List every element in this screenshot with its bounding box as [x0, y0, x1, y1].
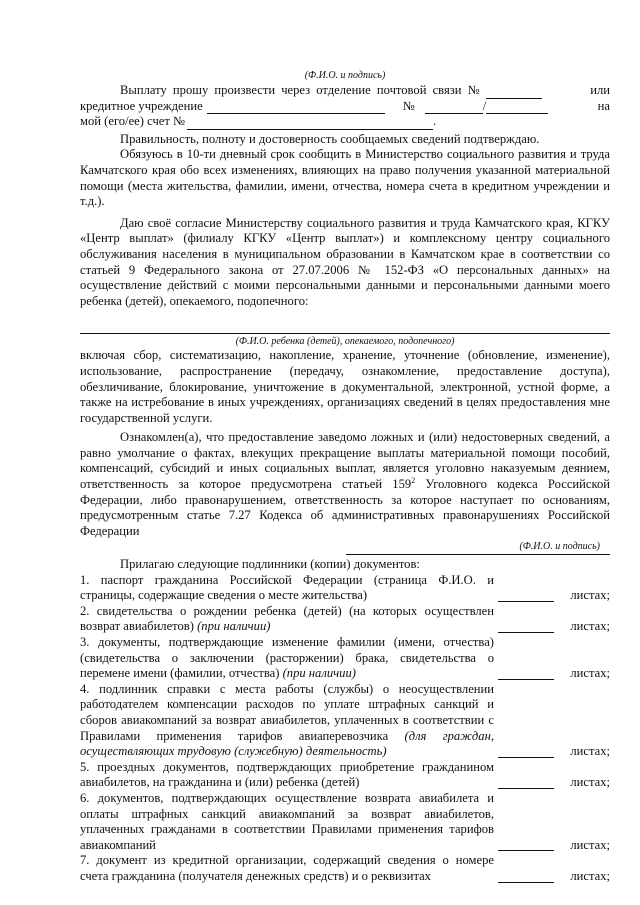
document-row-3 — [80, 635, 610, 682]
document-text: 5. проездных документов, подтверждающих приобретение гражданином авиабилетов, на гражданина и (или) ребенка (детей) — [80, 759, 494, 790]
document-row-2 — [80, 604, 610, 635]
document-text: 1. паспорт гражданина Российской Федерации (страница Ф.И.О. и страницы, содержащие сведения о месте жительства) — [80, 572, 494, 603]
sheets-unit: листах; — [570, 744, 610, 759]
sheets-count-field[interactable] — [498, 667, 554, 680]
payment-line3-dot: . — [433, 114, 437, 129]
document-note: (при наличии) — [282, 666, 356, 681]
sheets-unit: листах; — [570, 588, 610, 603]
sheets-unit: листах; — [570, 775, 610, 790]
payment-line1-text: Выплату прошу произвести через отделение почтовой связи № — [120, 83, 480, 97]
document-text: 4. подлинник справки с места работы (службы) о неосуществлении работодателем компенсации расходов по уплате штрафных санкций и сборов авиакомпаний за возврат авиабилетов, уплаченных в соответствии с Правилами применения тарифов авиаперевозчика (для граждан, осуществляющих трудовую (служебную) деятельность) — [80, 681, 494, 759]
post-office-number-field[interactable] — [486, 86, 542, 99]
including-paragraph: включая сбор, систематизацию, накопление, хранение, уточнение (обновление, изменение), использование, распространение (передачу, ознакомление, предоставление доступа), обезличивание, блокирование, уничтожение в документальной, электронной, устной форме, а также на истребование в иных учреждениях, организациях сведений в целях предоставления мне государственной услуги. — [80, 348, 610, 425]
payment-line2-text: кредитное учреждение — [80, 98, 203, 113]
correctness-paragraph: Правильность, полноту и достоверность сообщаемых сведений подтверждаю. — [120, 131, 540, 146]
header-caption: (Ф.И.О. и подпись) — [304, 70, 386, 81]
document-row-4 — [80, 682, 610, 760]
informed-text-b: Уголовного кодекса Российской Федерации, либо правонарушением, ответственность за которое наступает по основаниям, предусмотренным статье 7.27 Кодекса об административных правонарушениях Российской Федерации — [80, 477, 610, 538]
credit-institution-field[interactable] — [207, 101, 385, 114]
document-text: 6. документов, подтверждающих осуществление возврата авиабилета и оплаты штрафных санкций авиакомпаний за возврат авиабилетов, уплаченных гражданами в соответствии Правилами применения тарифов авиакомпаний — [80, 790, 494, 852]
informed-paragraph — [80, 430, 610, 539]
document-row-6 — [80, 791, 610, 853]
sheets-count-field[interactable] — [498, 870, 554, 883]
sheets-unit: листах; — [570, 619, 610, 634]
sheets-unit: листах; — [570, 837, 610, 852]
documents-list — [80, 573, 610, 885]
consent-paragraph: Даю своё согласие Министерству социального развития и труда Камчатского края, КГКУ «Центр выплат» (филиалу КГКУ «Центр выплат») и комплексному центру социального обслуживания населения в муниципальном образовании в Камчатском крае в соответствии со статьей 9 Федерального закона от 27.07.2006 № 152-ФЗ «О персональных данных» на осуществление действий с моими персональными данными и персональными данными моего ребенка (детей), опекаемого, подопечного: — [80, 215, 610, 308]
article-superscript: 2 — [411, 475, 416, 485]
document-row-1 — [80, 573, 610, 604]
document-text: 2. свидетельства о рождении ребенка (детей) (на которых осуществлен возврат авиабилетов) (при наличии) — [80, 603, 494, 634]
attach-intro: Прилагаю следующие подлинники (копии) документов: — [120, 557, 420, 572]
signature-field[interactable] — [346, 538, 610, 555]
document-text: 3. документы, подтверждающие изменение фамилии (имени, отчества) (свидетельства о заключении (расторжении) брака, свидетельства о перемене имени (фамилии, отчества) (при наличии) — [80, 635, 494, 681]
payment-block — [80, 83, 610, 130]
payment-line2-slash: / — [482, 98, 487, 113]
sheets-count-field[interactable] — [498, 838, 554, 851]
document-row-7 — [80, 853, 610, 884]
sheets-count-field[interactable] — [498, 620, 554, 633]
document-text: 7. документ из кредитной организации, содержащий сведения о номере счета гражданина (получателя денежных средств) и о реквизитах — [80, 853, 494, 883]
payment-line2-no: № — [402, 98, 415, 113]
document-note: (при наличии) — [197, 619, 271, 634]
sheets-unit: листах; — [570, 666, 610, 681]
child-caption: (Ф.И.О. ребенка (детей), опекаемого, подопечного) — [235, 336, 455, 348]
application-page — [80, 70, 610, 885]
child-name-field[interactable] — [80, 315, 610, 334]
obligation-paragraph: Обязуюсь в 10-ти дневный срок сообщить в Министерство социального развития и труда Камчатского края обо всех изменениях, влияющих на право получения указанной материальной помощи (места жительства, фамилии, имени, отчества, номера счета в кредитном учреждении и т.д.). — [80, 147, 610, 209]
account-number-field[interactable] — [187, 117, 433, 130]
sheets-unit: листах; — [570, 868, 610, 883]
payment-line1-or: или — [590, 83, 610, 97]
signature-caption: (Ф.И.О. и подпись) — [519, 541, 600, 553]
document-note: (для граждан, осуществляющих трудовую (служебную) деятельность) — [80, 728, 494, 759]
sheets-count-field[interactable] — [498, 776, 554, 789]
branch-number-field[interactable] — [425, 101, 483, 114]
sheets-count-field[interactable] — [498, 745, 554, 758]
sheets-count-field[interactable] — [498, 589, 554, 602]
document-row-5 — [80, 760, 610, 791]
payment-line2-to: на — [597, 98, 610, 113]
informed-text-a: Ознакомлен(а), что предоставление заведомо ложных и (или) недостоверных сведений, а равно умолчание о фактах, влекущих прекращение выплаты материальной помощи пособий, компенсаций, субсидий и иных социальных выплат, является уголовно наказуемым деянием, ответственность за которое предусмотрена статьей 159 — [80, 430, 610, 492]
payment-line3-text: мой (его/ее) счет № — [80, 114, 186, 129]
branch-subnumber-field[interactable] — [486, 101, 548, 114]
